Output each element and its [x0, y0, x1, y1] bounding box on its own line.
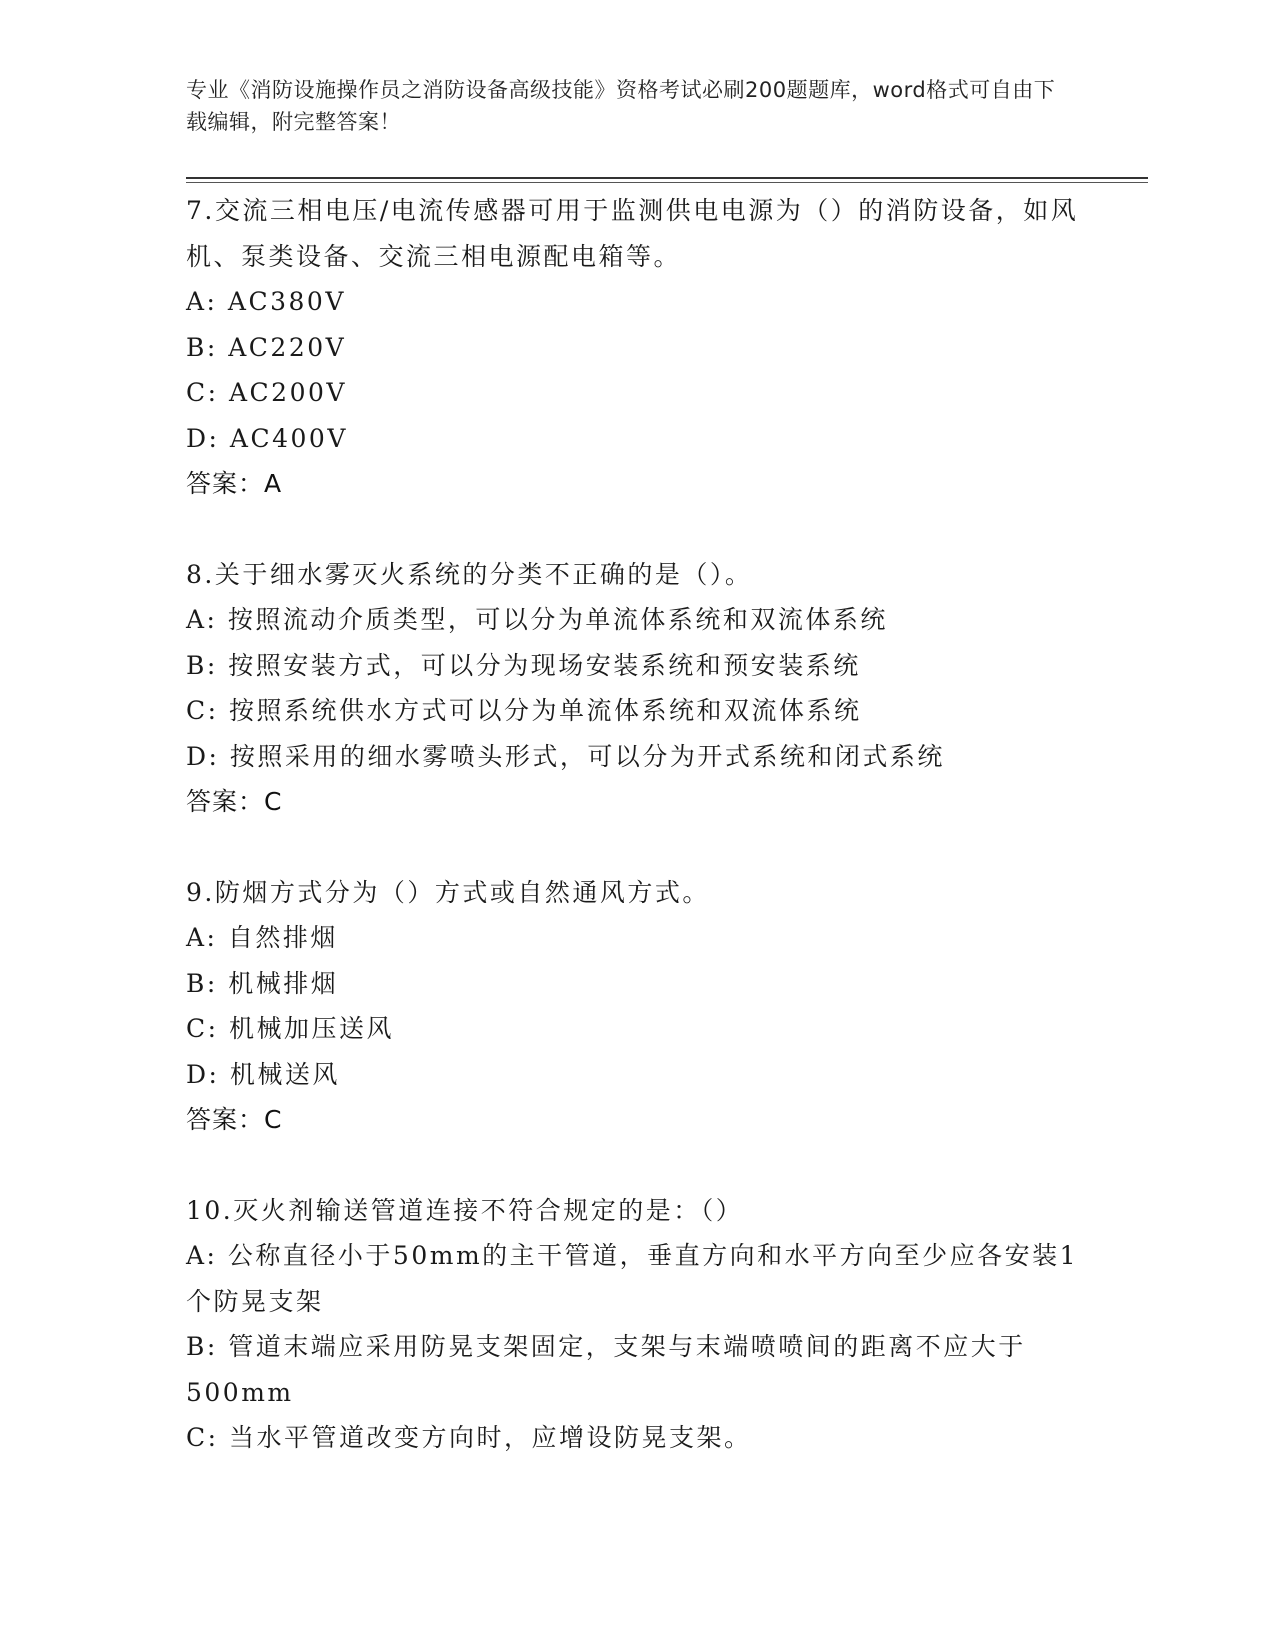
- option-b: B: 机械排烟: [186, 968, 339, 998]
- option-a: A: 自然排烟: [186, 923, 338, 952]
- option-b: B: 管道末端应采用防晃支架固定，支架与末端喷喷间的距离不应大于500mm: [186, 1332, 1026, 1407]
- option-c: C: 按照系统供水方式可以分为单流体系统和双流体系统: [186, 696, 862, 725]
- option-c: C: AC200V: [186, 378, 347, 407]
- question-stem: 10.灭火剂输送管道连接不符合规定的是：（）: [186, 1195, 744, 1225]
- question-8: [186, 552, 1086, 825]
- document-header: 专业《消防设施操作员之消防设备高级技能》资格考试必刷200题题库，word格式可自由下载编辑，附完整答案！: [186, 78, 1056, 134]
- option-b: B: AC220V: [186, 332, 347, 362]
- option-d: D: 按照采用的细水雾喷头形式，可以分为开式系统和闭式系统: [186, 741, 945, 771]
- question-stem: 9.防烟方式分为（）方式或自然通风方式。: [186, 877, 710, 907]
- option-b: B: 按照安装方式，可以分为现场安装系统和预安装系统: [186, 650, 861, 680]
- option-a: A: 公称直径小于50mm的主干管道，垂直方向和水平方向至少应各安装1个防晃支架: [186, 1241, 1079, 1316]
- answer-line: 答案：A: [186, 469, 283, 498]
- question-7: [186, 188, 1086, 507]
- option-c: C: 机械加压送风: [186, 1014, 394, 1043]
- question-list: [186, 188, 1086, 1461]
- header-divider-thick: [186, 177, 1148, 179]
- header-divider-thin: [186, 182, 1148, 183]
- option-c: C: 当水平管道改变方向时，应增设防晃支架。: [186, 1423, 752, 1452]
- spacer: [186, 507, 1086, 552]
- question-stem: 8.关于细水雾灭火系统的分类不正确的是（）。: [186, 559, 753, 589]
- spacer: [186, 825, 1086, 870]
- spacer: [186, 1143, 1086, 1188]
- option-a: A: AC380V: [186, 287, 346, 316]
- answer-line: 答案：C: [186, 787, 283, 816]
- question-9: [186, 870, 1086, 1143]
- option-a: A: 按照流动介质类型，可以分为单流体系统和双流体系统: [186, 605, 888, 634]
- question-stem: 7.交流三相电压/电流传感器可用于监测供电电源为（）的消防设备，如风机、泵类设备、交流三相电源配电箱等。: [186, 196, 1079, 271]
- option-d: D: AC400V: [186, 423, 348, 453]
- answer-line: 答案：C: [186, 1105, 283, 1134]
- question-10: [186, 1188, 1086, 1461]
- option-d: D: 机械送风: [186, 1059, 340, 1089]
